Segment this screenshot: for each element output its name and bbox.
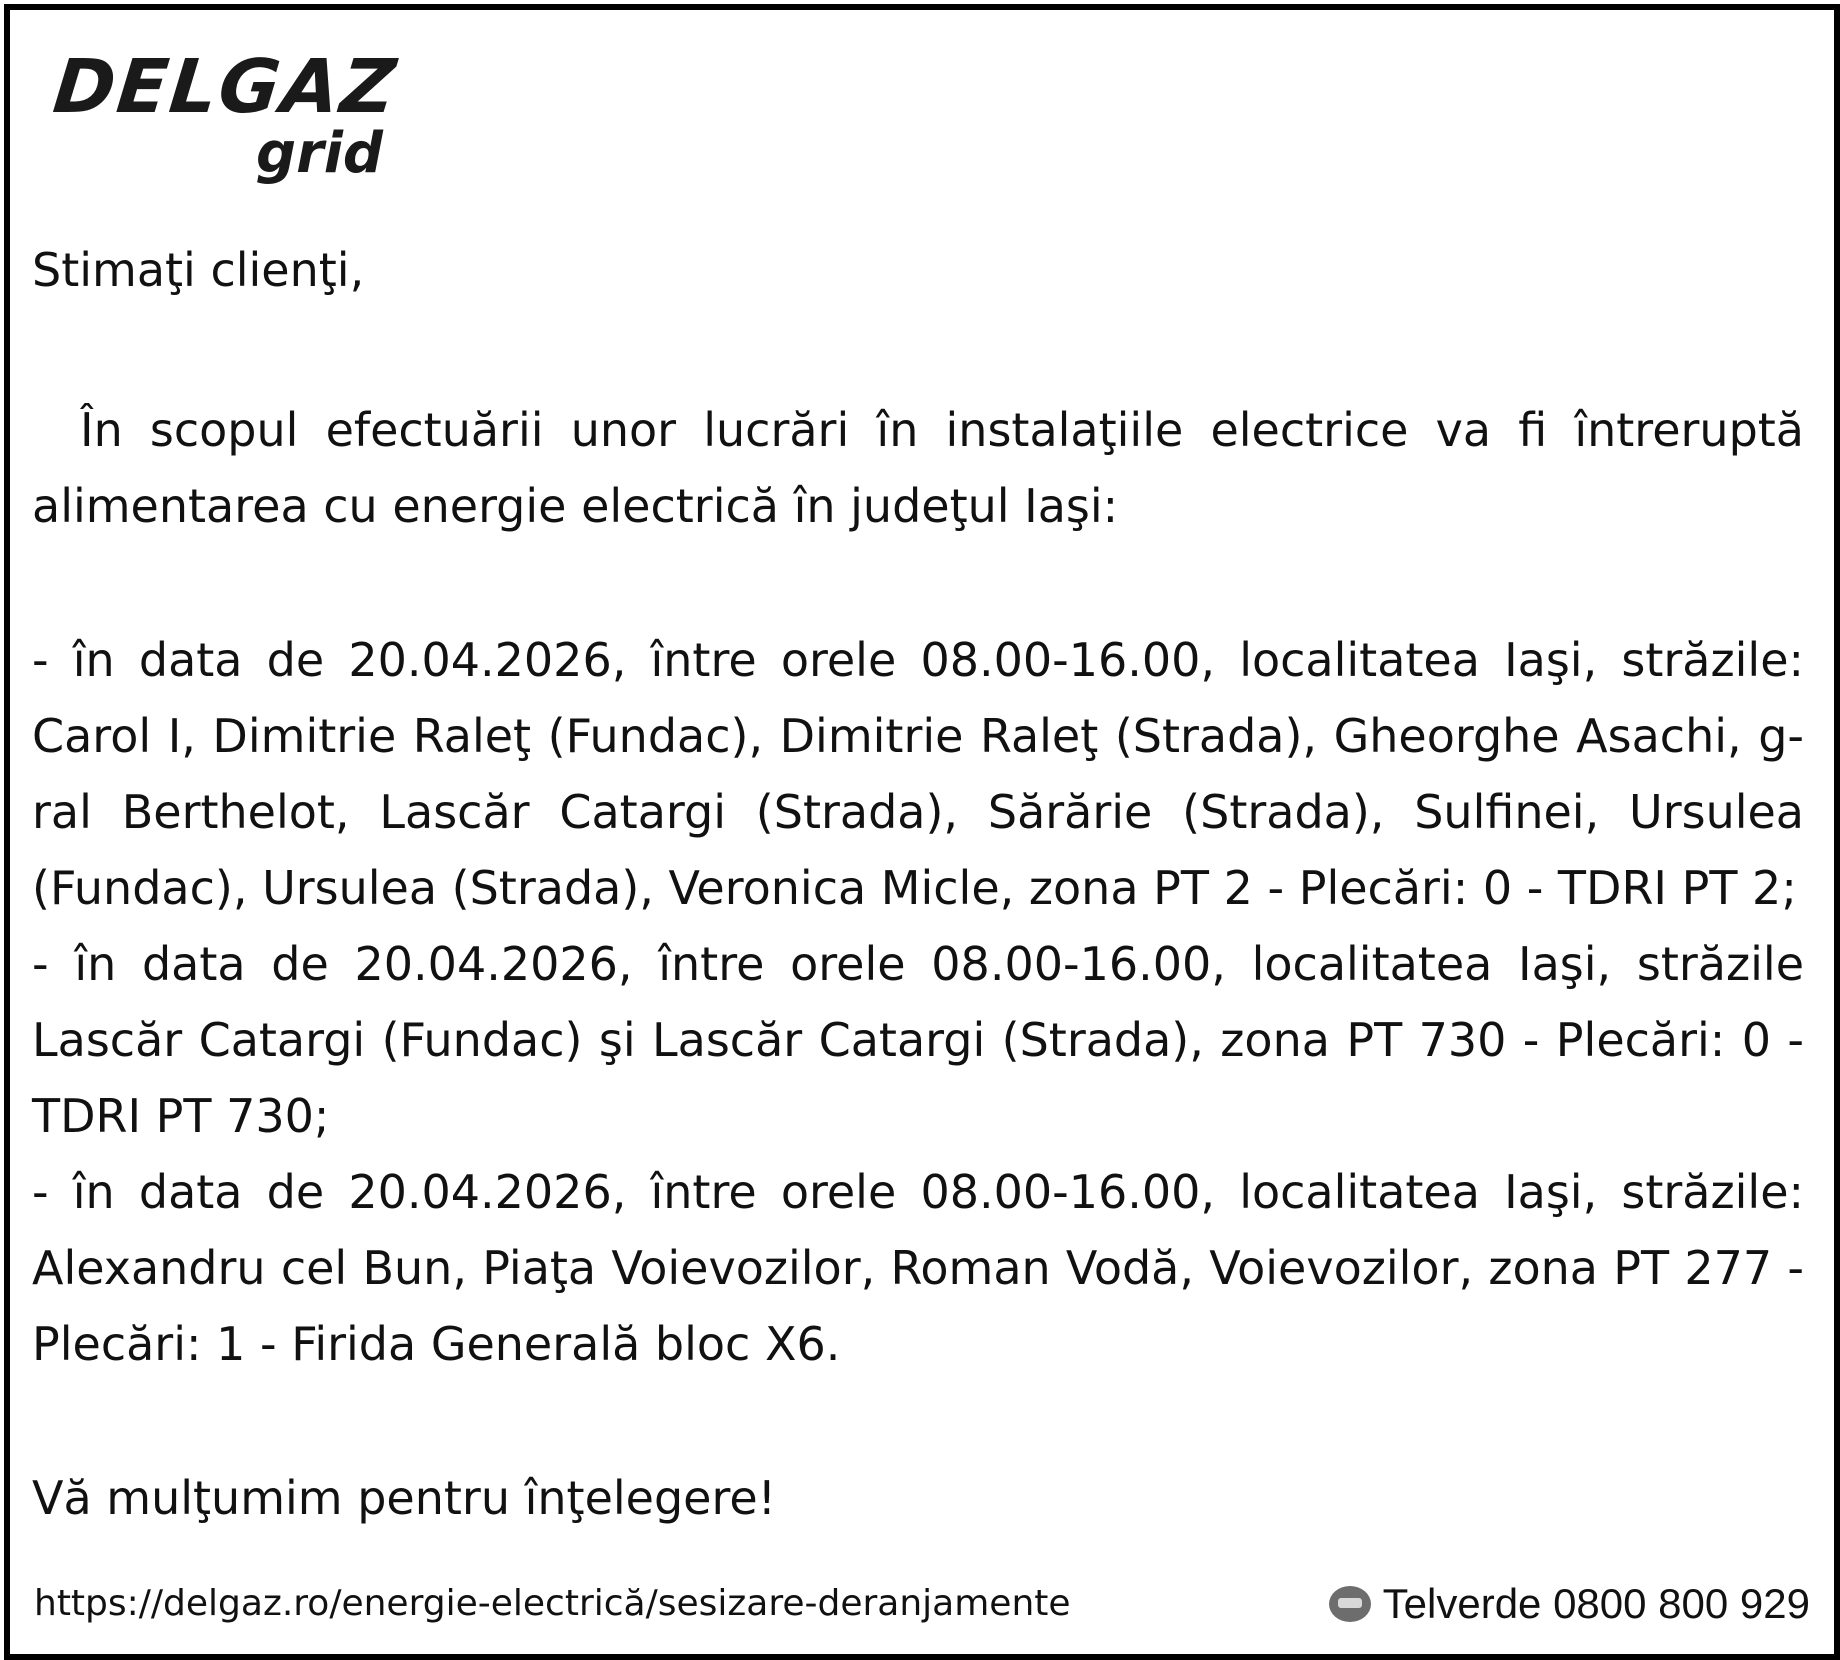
outage-item: - în data de 20.04.2026, între orele 08.00-16.00, localitatea Iaşi, străzile: Alexandru cel Bun, Piaţa Voievozilor, Roman Vodă, Voievozilor, zona PT 277 - Plecări: 1 - Firida Generală bloc X6. xyxy=(32,1165,1804,1371)
outage-list xyxy=(32,622,1804,1382)
footer-url[interactable]: https://delgaz.ro/energie-electrică/sesizare-deranjamente xyxy=(34,1583,1071,1624)
closing-line: Vă mulţumim pentru înţelegere! xyxy=(32,1471,777,1525)
telephone-icon xyxy=(1329,1586,1371,1622)
delgaz-grid-logo xyxy=(49,44,414,190)
logo-sub-text: grid xyxy=(256,121,383,186)
phone-number: Telverde 0800 800 929 xyxy=(1382,1580,1810,1627)
outage-item: - în data de 20.04.2026, între orele 08.00-16.00, localitatea Iaşi, străzile Lascăr Catargi (Fundac) şi Lascăr Catargi (Strada), zona PT 730 - Plecări: 0 - TDRI PT 730; xyxy=(32,937,1804,1143)
footer-phone xyxy=(1329,1580,1810,1628)
logo-main-text: DELGAZ xyxy=(49,44,402,130)
outage-item: - în data de 20.04.2026, între orele 08.00-16.00, localitatea Iaşi, străzile: Carol I, Dimitrie Raleţ (Fundac), Dimitrie Raleţ (Strada), Gheorghe Asachi, g-ral Berthelot, Lascăr Catargi (Strada), Sărărie (Strada), Sulfinei, Ursulea (Fundac), Ursulea (Strada), Veronica Micle, zona PT 2 - Plecări: 0 - TDRI PT 2; xyxy=(32,633,1804,915)
greeting: Stimaţi clienţi, xyxy=(32,243,365,297)
intro-paragraph: În scopul efectuării unor lucrări în instalaţiile electrice va fi întreruptă alimentarea cu energie electrică în judeţul Iaşi: xyxy=(32,403,1804,533)
